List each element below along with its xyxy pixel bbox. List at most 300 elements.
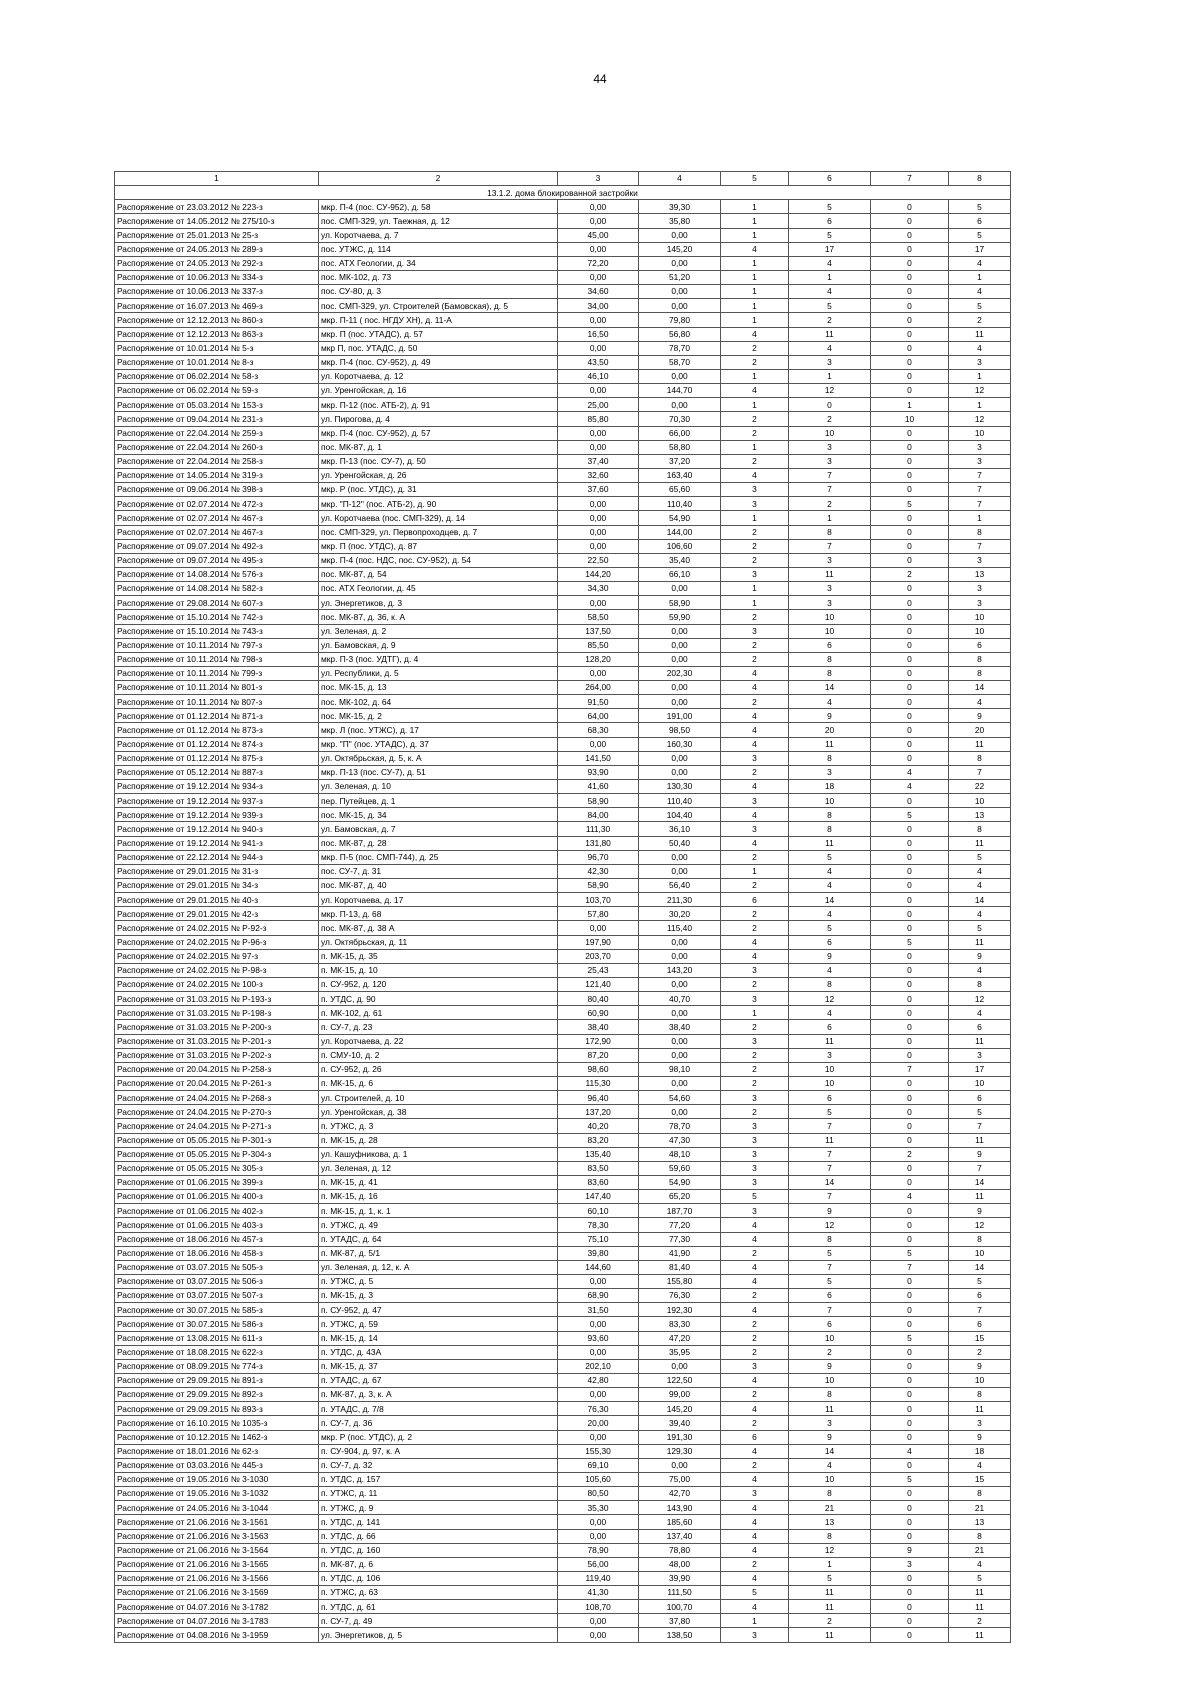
- address-cell: п. УТЖС, д. 63: [319, 1586, 558, 1600]
- address-cell: пос. МК-15, д. 2: [319, 709, 558, 723]
- address-cell: ул. Коротчаева, д. 22: [319, 1034, 558, 1048]
- col3-cell: 121,40: [558, 978, 639, 992]
- table-row: [115, 1444, 1011, 1458]
- order-cell: Распоряжение от 29.09.2015 № 891-з: [115, 1373, 319, 1387]
- address-cell: п. УТЖС, д. 5: [319, 1274, 558, 1288]
- col3-cell: 45,00: [558, 228, 639, 242]
- order-cell: Распоряжение от 24.02.2015 № Р-92-з: [115, 921, 319, 935]
- col6-cell: 6: [789, 638, 871, 652]
- address-cell: мкр. П-11 ( пос. НГДУ ХН), д. 11-А: [319, 313, 558, 327]
- table-row: [115, 341, 1011, 355]
- col4-cell: 78,70: [639, 1119, 721, 1133]
- col7-cell: 0: [871, 1430, 949, 1444]
- col4-cell: 54,60: [639, 1091, 721, 1105]
- address-cell: мкр. П-13 (пос. СУ-7), д. 51: [319, 765, 558, 779]
- order-cell: Распоряжение от 22.04.2014 № 258-з: [115, 454, 319, 468]
- col4-cell: 145,20: [639, 242, 721, 256]
- address-cell: п. СУ-952, д. 26: [319, 1062, 558, 1076]
- col8-cell: 13: [949, 1515, 1011, 1529]
- col8-cell: 7: [949, 1119, 1011, 1133]
- address-cell: мкр П, пос. УТАДС, д. 50: [319, 341, 558, 355]
- col7-cell: 0: [871, 553, 949, 567]
- address-cell: ул. Уренгойская, д. 16: [319, 384, 558, 398]
- col7-cell: 5: [871, 1472, 949, 1486]
- col7-cell: 0: [871, 355, 949, 369]
- order-cell: Распоряжение от 01.12.2014 № 874-з: [115, 737, 319, 751]
- col3-cell: 103,70: [558, 893, 639, 907]
- col3-cell: 0,00: [558, 384, 639, 398]
- col5-cell: 4: [721, 935, 789, 949]
- table-row: [115, 1586, 1011, 1600]
- col8-cell: 9: [949, 1204, 1011, 1218]
- col5-cell: 4: [721, 1218, 789, 1232]
- col4-cell: 191,00: [639, 709, 721, 723]
- col6-cell: 6: [789, 1317, 871, 1331]
- col8-cell: 10: [949, 1373, 1011, 1387]
- col3-cell: 58,90: [558, 879, 639, 893]
- col4-cell: 35,95: [639, 1345, 721, 1359]
- col3-cell: 0,00: [558, 596, 639, 610]
- col7-cell: 0: [871, 893, 949, 907]
- address-cell: пос. СУ-7, д. 31: [319, 864, 558, 878]
- col7-cell: 0: [871, 709, 949, 723]
- col5-cell: 2: [721, 879, 789, 893]
- address-cell: пос. СМП-329, ул. Таежная, д. 12: [319, 214, 558, 228]
- col8-cell: 11: [949, 737, 1011, 751]
- col8-cell: 10: [949, 1077, 1011, 1091]
- col7-cell: 0: [871, 511, 949, 525]
- table-row: [115, 765, 1011, 779]
- col6-cell: 8: [789, 822, 871, 836]
- col8-cell: 4: [949, 879, 1011, 893]
- address-cell: ул. Бамовская, д. 9: [319, 638, 558, 652]
- col7-cell: 4: [871, 1190, 949, 1204]
- col3-cell: 68,90: [558, 1289, 639, 1303]
- col7-cell: 0: [871, 582, 949, 596]
- table-row: [115, 907, 1011, 921]
- col8-cell: 7: [949, 1303, 1011, 1317]
- col8-cell: 11: [949, 1628, 1011, 1642]
- col4-cell: 70,30: [639, 412, 721, 426]
- table-row: [115, 228, 1011, 242]
- table-row: [115, 454, 1011, 468]
- col6-cell: 8: [789, 1388, 871, 1402]
- order-cell: Распоряжение от 29.09.2015 № 893-з: [115, 1402, 319, 1416]
- address-cell: п. УТДС, д. 90: [319, 992, 558, 1006]
- order-cell: Распоряжение от 24.05.2013 № 289-з: [115, 242, 319, 256]
- col7-cell: 7: [871, 1062, 949, 1076]
- order-cell: Распоряжение от 24.04.2015 № Р-271-з: [115, 1119, 319, 1133]
- col3-cell: 144,20: [558, 567, 639, 581]
- col7-cell: 0: [871, 1133, 949, 1147]
- address-cell: мкр. П-3 (пос. УДТГ), д. 4: [319, 652, 558, 666]
- col6-cell: 3: [789, 355, 871, 369]
- table-row: [115, 723, 1011, 737]
- col5-cell: 3: [721, 992, 789, 1006]
- col7-cell: 0: [871, 666, 949, 680]
- col3-cell: 34,00: [558, 299, 639, 313]
- col4-cell: 191,30: [639, 1430, 721, 1444]
- col5-cell: 2: [721, 638, 789, 652]
- table-row: [115, 1105, 1011, 1119]
- col4-cell: 0,00: [639, 638, 721, 652]
- col5-cell: 2: [721, 610, 789, 624]
- col3-cell: 0,00: [558, 1628, 639, 1642]
- col4-cell: 0,00: [639, 681, 721, 695]
- col3-cell: 0,00: [558, 313, 639, 327]
- table-row: [115, 1190, 1011, 1204]
- col3-cell: 35,30: [558, 1501, 639, 1515]
- col7-cell: 0: [871, 978, 949, 992]
- col3-cell: 64,00: [558, 709, 639, 723]
- table-row: [115, 1515, 1011, 1529]
- table-row: [115, 652, 1011, 666]
- col4-cell: 138,50: [639, 1628, 721, 1642]
- col3-cell: 87,20: [558, 1048, 639, 1062]
- col7-cell: 0: [871, 652, 949, 666]
- col3-cell: 137,20: [558, 1105, 639, 1119]
- col5-cell: 4: [721, 327, 789, 341]
- col3-cell: 197,90: [558, 935, 639, 949]
- col3-cell: 40,20: [558, 1119, 639, 1133]
- order-cell: Распоряжение от 22.12.2014 № 944-з: [115, 850, 319, 864]
- col5-cell: 1: [721, 299, 789, 313]
- col3-cell: 0,00: [558, 1388, 639, 1402]
- col3-cell: 137,50: [558, 624, 639, 638]
- col7-cell: 0: [871, 1006, 949, 1020]
- col7-cell: 0: [871, 483, 949, 497]
- table-row: [115, 511, 1011, 525]
- col8-cell: 13: [949, 567, 1011, 581]
- col7-cell: 0: [871, 1628, 949, 1642]
- col7-cell: 0: [871, 864, 949, 878]
- col7-cell: 5: [871, 1246, 949, 1260]
- col3-cell: 0,00: [558, 1529, 639, 1543]
- table-row: [115, 1430, 1011, 1444]
- table-row: [115, 1034, 1011, 1048]
- col6-cell: 10: [789, 610, 871, 624]
- col7-cell: 0: [871, 1034, 949, 1048]
- order-cell: Распоряжение от 04.08.2016 № 3-1959: [115, 1628, 319, 1642]
- col6-cell: 4: [789, 907, 871, 921]
- col5-cell: 1: [721, 256, 789, 270]
- col3-cell: 85,80: [558, 412, 639, 426]
- address-cell: мкр. Л (пос. УТЖС), д. 17: [319, 723, 558, 737]
- col6-cell: 8: [789, 666, 871, 680]
- col5-cell: 2: [721, 765, 789, 779]
- col7-cell: 0: [871, 850, 949, 864]
- col5-cell: 4: [721, 242, 789, 256]
- col6-cell: 4: [789, 1458, 871, 1472]
- col6-cell: 1: [789, 511, 871, 525]
- table-row: [115, 327, 1011, 341]
- col7-cell: 0: [871, 1020, 949, 1034]
- address-cell: пос. МК-102, д. 73: [319, 270, 558, 284]
- column-number: 1: [115, 172, 319, 186]
- table-row: [115, 270, 1011, 284]
- col6-cell: 4: [789, 864, 871, 878]
- table-row: [115, 440, 1011, 454]
- col6-cell: 5: [789, 228, 871, 242]
- order-cell: Распоряжение от 05.03.2014 № 153-з: [115, 398, 319, 412]
- address-cell: ул. Зеленая, д. 12, к. А: [319, 1260, 558, 1274]
- col8-cell: 7: [949, 539, 1011, 553]
- col6-cell: 3: [789, 765, 871, 779]
- col8-cell: 12: [949, 384, 1011, 398]
- address-cell: ул. Зеленая, д. 12: [319, 1161, 558, 1175]
- address-cell: п. УТДС, д. 61: [319, 1600, 558, 1614]
- order-cell: Распоряжение от 09.07.2014 № 492-з: [115, 539, 319, 553]
- order-cell: Распоряжение от 31.03.2015 № Р-198-з: [115, 1006, 319, 1020]
- col6-cell: 4: [789, 963, 871, 977]
- col7-cell: 0: [871, 256, 949, 270]
- col3-cell: 32,60: [558, 468, 639, 482]
- col3-cell: 37,40: [558, 454, 639, 468]
- order-cell: Распоряжение от 05.12.2014 № 887-з: [115, 765, 319, 779]
- col7-cell: 0: [871, 1458, 949, 1472]
- col6-cell: 3: [789, 553, 871, 567]
- table-row: [115, 1175, 1011, 1189]
- order-cell: Распоряжение от 20.04.2015 № Р-258-з: [115, 1062, 319, 1076]
- col4-cell: 202,30: [639, 666, 721, 680]
- register-body: [115, 172, 1011, 1643]
- col7-cell: 0: [871, 723, 949, 737]
- address-cell: мкр. П-4 (пос. СУ-952), д. 49: [319, 355, 558, 369]
- col7-cell: 0: [871, 949, 949, 963]
- address-cell: п. МК-15, д. 37: [319, 1359, 558, 1373]
- col5-cell: 2: [721, 1557, 789, 1571]
- order-cell: Распоряжение от 15.10.2014 № 743-з: [115, 624, 319, 638]
- table-row: [115, 864, 1011, 878]
- col4-cell: 0,00: [639, 1458, 721, 1472]
- address-cell: п. УТАДС, д. 7/8: [319, 1402, 558, 1416]
- order-cell: Распоряжение от 02.07.2014 № 467-з: [115, 525, 319, 539]
- table-row: [115, 1402, 1011, 1416]
- col3-cell: 56,00: [558, 1557, 639, 1571]
- col7-cell: 0: [871, 1529, 949, 1543]
- col5-cell: 2: [721, 1077, 789, 1091]
- col5-cell: 2: [721, 553, 789, 567]
- col4-cell: 58,90: [639, 596, 721, 610]
- address-cell: п. СУ-952, д. 120: [319, 978, 558, 992]
- col8-cell: 5: [949, 228, 1011, 242]
- col6-cell: 3: [789, 440, 871, 454]
- col7-cell: 0: [871, 1303, 949, 1317]
- col3-cell: 25,43: [558, 963, 639, 977]
- col7-cell: 0: [871, 1091, 949, 1105]
- col4-cell: 110,40: [639, 794, 721, 808]
- col4-cell: 0,00: [639, 978, 721, 992]
- col8-cell: 8: [949, 978, 1011, 992]
- col4-cell: 41,90: [639, 1246, 721, 1260]
- col8-cell: 1: [949, 511, 1011, 525]
- table-row: [115, 1416, 1011, 1430]
- col3-cell: 0,00: [558, 921, 639, 935]
- col5-cell: 1: [721, 1006, 789, 1020]
- col5-cell: 2: [721, 412, 789, 426]
- col7-cell: 0: [871, 468, 949, 482]
- address-cell: мкр. П-12 (пос. АТБ-2), д. 91: [319, 398, 558, 412]
- col4-cell: 54,90: [639, 511, 721, 525]
- col4-cell: 42,70: [639, 1487, 721, 1501]
- col8-cell: 8: [949, 1388, 1011, 1402]
- table-row: [115, 1091, 1011, 1105]
- address-cell: п. МК-15, д. 6: [319, 1077, 558, 1091]
- col6-cell: 1: [789, 369, 871, 383]
- col5-cell: 3: [721, 483, 789, 497]
- col6-cell: 8: [789, 525, 871, 539]
- col3-cell: 20,00: [558, 1416, 639, 1430]
- order-cell: Распоряжение от 24.02.2015 № 100-з: [115, 978, 319, 992]
- col6-cell: 5: [789, 921, 871, 935]
- col7-cell: 0: [871, 1402, 949, 1416]
- col7-cell: 5: [871, 935, 949, 949]
- address-cell: п. МК-15, д. 16: [319, 1190, 558, 1204]
- col5-cell: 2: [721, 1458, 789, 1472]
- col5-cell: 3: [721, 1204, 789, 1218]
- col3-cell: 31,50: [558, 1303, 639, 1317]
- col5-cell: 3: [721, 1119, 789, 1133]
- address-cell: пос. МК-87, д. 28: [319, 836, 558, 850]
- col3-cell: 16,50: [558, 327, 639, 341]
- col4-cell: 35,40: [639, 553, 721, 567]
- col8-cell: 15: [949, 1331, 1011, 1345]
- order-cell: Распоряжение от 31.03.2015 № Р-200-з: [115, 1020, 319, 1034]
- col6-cell: 6: [789, 1020, 871, 1034]
- col4-cell: 0,00: [639, 285, 721, 299]
- col3-cell: 0,00: [558, 1614, 639, 1628]
- col8-cell: 8: [949, 666, 1011, 680]
- table-row: [115, 582, 1011, 596]
- order-cell: Распоряжение от 16.07.2013 № 469-з: [115, 299, 319, 313]
- col4-cell: 0,00: [639, 949, 721, 963]
- col5-cell: 4: [721, 1402, 789, 1416]
- order-cell: Распоряжение от 01.06.2015 № 402-з: [115, 1204, 319, 1218]
- order-cell: Распоряжение от 21.06.2016 № 3-1561: [115, 1515, 319, 1529]
- address-cell: п. МК-15, д. 28: [319, 1133, 558, 1147]
- col5-cell: 3: [721, 794, 789, 808]
- col8-cell: 9: [949, 1147, 1011, 1161]
- col7-cell: 9: [871, 1543, 949, 1557]
- order-cell: Распоряжение от 29.01.2015 № 31-з: [115, 864, 319, 878]
- col4-cell: 47,20: [639, 1331, 721, 1345]
- col8-cell: 14: [949, 1175, 1011, 1189]
- col6-cell: 7: [789, 1303, 871, 1317]
- address-cell: п. СМУ-10, д. 2: [319, 1048, 558, 1062]
- col7-cell: 0: [871, 1048, 949, 1062]
- col8-cell: 4: [949, 1006, 1011, 1020]
- col6-cell: 8: [789, 978, 871, 992]
- table-row: [115, 1345, 1011, 1359]
- col5-cell: 1: [721, 864, 789, 878]
- address-cell: пос. АТХ Геологии, д. 45: [319, 582, 558, 596]
- col3-cell: 22,50: [558, 553, 639, 567]
- col7-cell: 10: [871, 412, 949, 426]
- col8-cell: 12: [949, 992, 1011, 1006]
- col4-cell: 98,10: [639, 1062, 721, 1076]
- col6-cell: 11: [789, 1034, 871, 1048]
- address-cell: п. УТДС, д. 141: [319, 1515, 558, 1529]
- col7-cell: 0: [871, 638, 949, 652]
- col6-cell: 10: [789, 426, 871, 440]
- order-cell: Распоряжение от 02.07.2014 № 467-з: [115, 511, 319, 525]
- col7-cell: 0: [871, 539, 949, 553]
- col4-cell: 65,60: [639, 483, 721, 497]
- col5-cell: 3: [721, 1487, 789, 1501]
- address-cell: пер. Путейцев, д. 1: [319, 794, 558, 808]
- col8-cell: 14: [949, 681, 1011, 695]
- col3-cell: 0,00: [558, 539, 639, 553]
- col3-cell: 42,80: [558, 1373, 639, 1387]
- col5-cell: 1: [721, 440, 789, 454]
- col6-cell: 11: [789, 836, 871, 850]
- col3-cell: 78,30: [558, 1218, 639, 1232]
- table-row: [115, 1289, 1011, 1303]
- order-cell: Распоряжение от 10.11.2014 № 797-з: [115, 638, 319, 652]
- col6-cell: 1: [789, 270, 871, 284]
- col4-cell: 35,80: [639, 214, 721, 228]
- col5-cell: 2: [721, 978, 789, 992]
- col8-cell: 3: [949, 1048, 1011, 1062]
- col7-cell: 0: [871, 836, 949, 850]
- address-cell: п. МК-15, д. 10: [319, 963, 558, 977]
- order-cell: Распоряжение от 01.12.2014 № 873-з: [115, 723, 319, 737]
- address-cell: п. УТЖС, д. 11: [319, 1487, 558, 1501]
- col5-cell: 2: [721, 695, 789, 709]
- col4-cell: 160,30: [639, 737, 721, 751]
- col8-cell: 20: [949, 723, 1011, 737]
- col6-cell: 4: [789, 695, 871, 709]
- col6-cell: 8: [789, 1487, 871, 1501]
- col3-cell: 85,50: [558, 638, 639, 652]
- order-cell: Распоряжение от 24.04.2015 № Р-268-з: [115, 1091, 319, 1105]
- order-cell: Распоряжение от 18.06.2016 № 458-з: [115, 1246, 319, 1260]
- col8-cell: 11: [949, 836, 1011, 850]
- address-cell: п. УТЖС, д. 9: [319, 1501, 558, 1515]
- order-cell: Распоряжение от 01.06.2015 № 399-з: [115, 1175, 319, 1189]
- col4-cell: 211,30: [639, 893, 721, 907]
- col5-cell: 4: [721, 468, 789, 482]
- address-cell: п. МК-15, д. 35: [319, 949, 558, 963]
- col5-cell: 5: [721, 1586, 789, 1600]
- col6-cell: 18: [789, 780, 871, 794]
- col8-cell: 10: [949, 794, 1011, 808]
- order-cell: Распоряжение от 29.01.2015 № 42-з: [115, 907, 319, 921]
- col3-cell: 41,60: [558, 780, 639, 794]
- col6-cell: 12: [789, 1218, 871, 1232]
- col7-cell: 4: [871, 780, 949, 794]
- order-cell: Распоряжение от 03.07.2015 № 505-з: [115, 1260, 319, 1274]
- address-cell: мкр. П (пос. УТАДС), д. 57: [319, 327, 558, 341]
- column-number: 4: [639, 172, 721, 186]
- col7-cell: 0: [871, 454, 949, 468]
- table-row: [115, 1388, 1011, 1402]
- order-cell: Распоряжение от 20.04.2015 № Р-261-з: [115, 1077, 319, 1091]
- col5-cell: 3: [721, 1147, 789, 1161]
- col4-cell: 137,40: [639, 1529, 721, 1543]
- table-row: [115, 1557, 1011, 1571]
- address-cell: п. СУ-952, д. 47: [319, 1303, 558, 1317]
- col5-cell: 2: [721, 1317, 789, 1331]
- order-cell: Распоряжение от 25.01.2013 № 25-з: [115, 228, 319, 242]
- col3-cell: 25,00: [558, 398, 639, 412]
- column-number: 5: [721, 172, 789, 186]
- col4-cell: 145,20: [639, 1402, 721, 1416]
- col5-cell: 6: [721, 1430, 789, 1444]
- col5-cell: 4: [721, 723, 789, 737]
- col6-cell: 5: [789, 1246, 871, 1260]
- col6-cell: 4: [789, 341, 871, 355]
